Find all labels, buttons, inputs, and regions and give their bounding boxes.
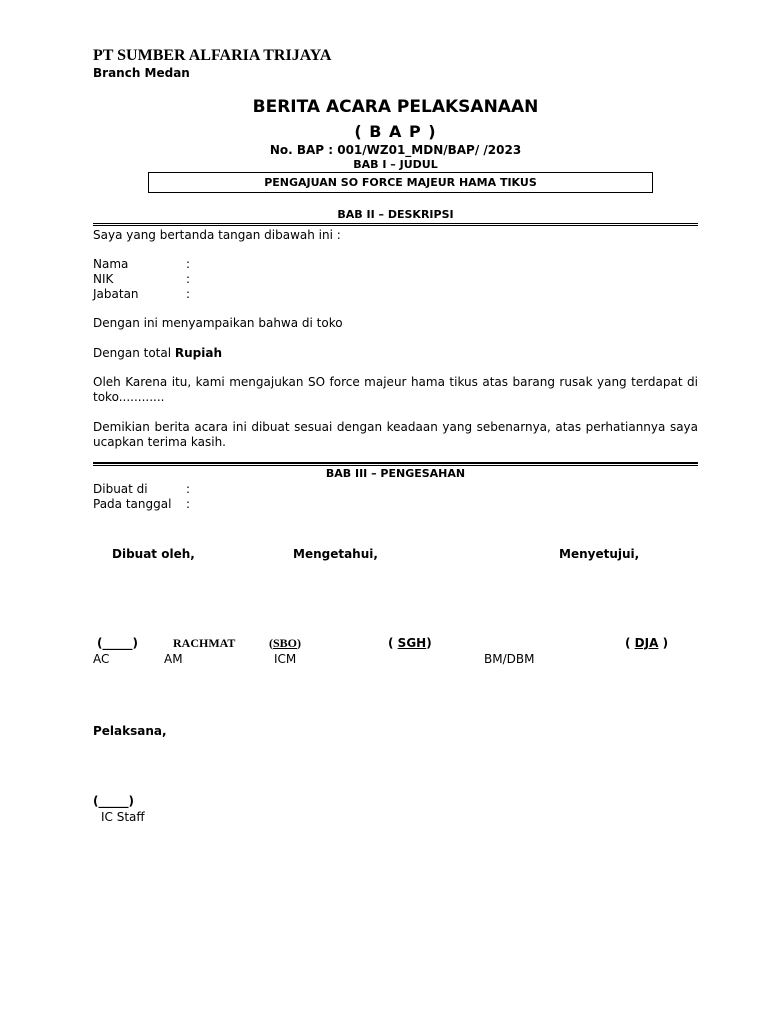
document-abbr: ( B A P ) — [354, 122, 437, 141]
signature-rachmat: RACHMAT — [173, 636, 236, 650]
colon-nik: : — [186, 272, 191, 286]
company-name: PT SUMBER ALFARIA TRIJAYA — [93, 47, 332, 64]
label-dibuat-di: Dibuat di — [93, 482, 148, 496]
label-pada-tanggal: Pada tanggal — [93, 497, 172, 511]
document-number: No. BAP : 001/WZ01_MDN/BAP/ /2023 — [269, 143, 522, 157]
intro-text: Saya yang bertanda tangan dibawah ini : — [93, 228, 341, 242]
colon-jabatan: : — [186, 287, 191, 301]
sbo-close: ) — [297, 636, 302, 650]
toko-line: Dengan ini menyampaikan bahwa di toko — [93, 316, 343, 330]
colon-dibuat-di: : — [186, 482, 191, 496]
total-currency: Rupiah — [174, 346, 223, 360]
sgh-close: ) — [426, 636, 432, 650]
sgh-open: ( — [388, 636, 398, 650]
bab3-heading: BAB III – PENGESAHAN — [325, 467, 466, 480]
label-nama: Nama — [93, 257, 129, 271]
paragraph-request: Oleh Karena itu, kami mengajukan SO force majeur hama tikus atas barang rusak yang terdapat di toko............ — [93, 375, 698, 404]
bab1-heading: BAB I – JUDUL — [353, 158, 438, 171]
branch-name: Branch Medan — [93, 66, 190, 80]
sbo-open: ( — [269, 636, 273, 650]
signer-menyetujui: Menyetujui, — [559, 547, 640, 561]
divider-bab2 — [93, 223, 698, 226]
colon-pada-tanggal: : — [186, 497, 191, 511]
role-ic-staff: IC Staff — [101, 810, 145, 824]
colon-nama: : — [186, 257, 191, 271]
pelaksana-label: Pelaksana, — [93, 724, 167, 738]
divider-bab3 — [93, 462, 698, 466]
label-nik: NIK — [93, 272, 114, 286]
total-line — [93, 346, 222, 360]
sgh-name: SGH — [397, 636, 427, 650]
role-ac: AC — [93, 652, 110, 666]
signature-dja — [625, 636, 668, 650]
signer-mengetahui: Mengetahui, — [293, 547, 378, 561]
signature-sgh — [388, 636, 432, 650]
judul-box: PENGAJUAN SO FORCE MAJEUR HAMA TIKUS — [148, 172, 653, 193]
label-jabatan: Jabatan — [93, 287, 139, 301]
pelaksana-signature: (_____) — [93, 794, 134, 808]
signature-blank-ac: (_____) — [97, 636, 138, 650]
document-title: BERITA ACARA PELAKSANAAN — [252, 97, 539, 117]
bab2-heading: BAB II – DESKRIPSI — [337, 208, 454, 221]
signer-dibuat-oleh: Dibuat oleh, — [112, 547, 195, 561]
sbo-name: SBO — [273, 636, 298, 650]
dja-close: ) — [658, 636, 669, 650]
role-bm-dbm: BM/DBM — [484, 652, 535, 666]
role-icm: ICM — [274, 652, 297, 666]
signature-sbo — [269, 636, 301, 651]
paragraph-closing: Demikian berita acara ini dibuat sesuai dengan keadaan yang sebenarnya, atas perhatiannya saya ucapkan terima kasih. — [93, 420, 698, 449]
total-prefix: Dengan total — [93, 346, 172, 360]
dja-name: DJA — [634, 636, 659, 650]
dja-open: ( — [625, 636, 635, 650]
role-am: AM — [164, 652, 183, 666]
